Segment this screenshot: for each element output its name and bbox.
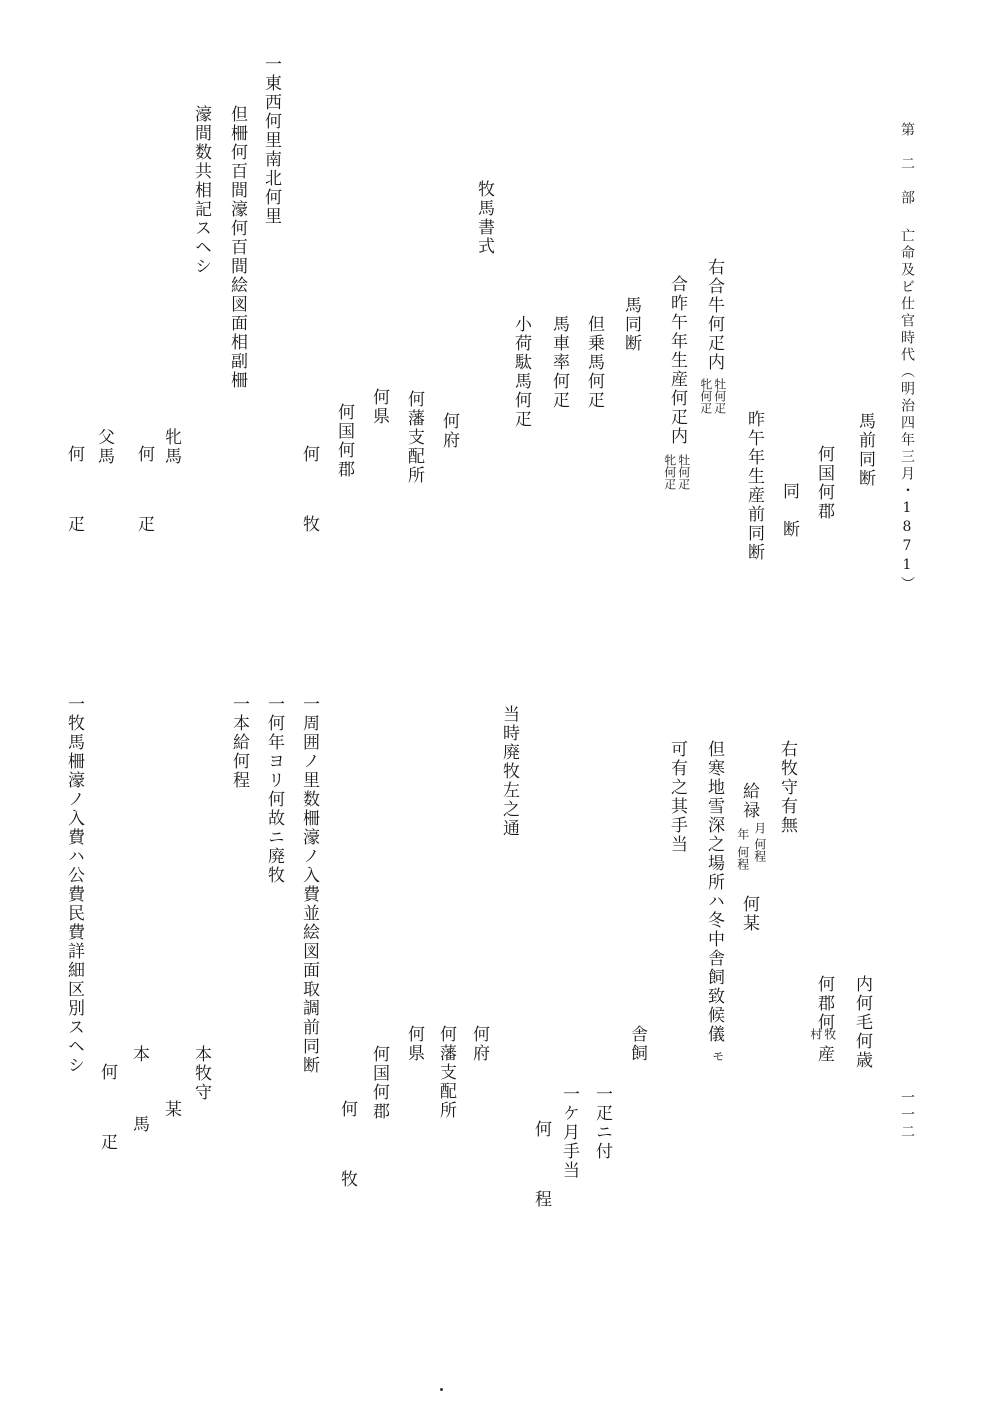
text-column: 一何年ヨリ何故ニ廃牧 — [264, 695, 284, 885]
text-column: 何郡何 — [814, 975, 834, 1032]
text-column: 内何毛何歳 — [852, 975, 872, 1070]
text-column: 一牧馬柵濠ノ入費ハ公費民費詳細区別スヘシ — [64, 695, 84, 1075]
text-column: 何県 — [369, 388, 389, 426]
text-column: 但寒地雪深之場所ハ冬中舎飼致候儀 — [704, 740, 724, 1044]
text-column: 何国何郡 — [814, 445, 834, 521]
annotation: 牡何疋 — [676, 454, 691, 490]
text-column: 本 馬 — [129, 1045, 149, 1150]
speck — [440, 1388, 443, 1391]
section-heading: 当時廃牧左之通 — [499, 705, 519, 838]
annotation: 何程 — [735, 846, 750, 870]
text-column: 同 断 — [779, 482, 799, 539]
text-column: 父馬 — [94, 428, 114, 466]
text-column: 牝馬 — [161, 428, 181, 466]
text-column: 何 疋 — [134, 445, 154, 550]
part-heading: 第 二 部 — [899, 122, 915, 207]
text-column: 馬前同断 — [855, 412, 875, 488]
text-column: 但柵何百間濠何百間絵図面相副柵 — [227, 105, 247, 390]
text-column: 何府 — [439, 412, 459, 450]
text-column: 何 疋 — [97, 1063, 117, 1168]
text-column: 某 — [161, 1100, 181, 1119]
annotation: 年 — [735, 828, 750, 840]
text-column: 右牧守有無 — [777, 740, 797, 835]
text-column: 給禄 — [739, 782, 759, 820]
text-column: 何府 — [469, 1025, 489, 1063]
text-column: 何某 — [739, 895, 759, 933]
text-column: 但乗馬何疋 — [584, 315, 604, 410]
annotation: 牝何疋 — [662, 454, 677, 490]
text-column: 一本給何程 — [229, 695, 249, 790]
text-column: 可有之其手当 — [667, 740, 687, 854]
text-column: 一周囲ノ里数柵濠ノ入費並絵図面取調前同断 — [299, 695, 319, 1075]
text-column: 本牧守 — [191, 1045, 211, 1102]
annotation: 村 — [808, 1028, 823, 1040]
page-number: 一一二 — [899, 1090, 915, 1141]
text-column: 何国何郡 — [369, 1045, 389, 1121]
text-column: 何 疋 — [64, 445, 84, 550]
text-column: 何 程 — [531, 1120, 551, 1225]
annotation: 牝何疋 — [698, 378, 713, 414]
text-column: 何国何郡 — [334, 403, 354, 479]
text-column: 何 牧 — [299, 445, 319, 550]
text-column: 右合牛何疋内 — [704, 258, 724, 372]
text-column: 舎飼 — [627, 1025, 647, 1063]
annotation: モ — [710, 1050, 725, 1062]
text-column: 一疋ニ付 — [592, 1085, 612, 1161]
text-column: 昨午年生産前同断 — [744, 410, 764, 562]
annotation: 月 — [752, 822, 767, 834]
annotation: 牡何疋 — [712, 378, 727, 414]
text-column: 何 牧 — [337, 1100, 357, 1205]
section-heading: 牧馬書式 — [474, 180, 494, 256]
text-column: 何藩支配所 — [404, 390, 424, 485]
text-column: 馬車率何疋 — [549, 315, 569, 410]
text-column: 産 — [814, 1045, 834, 1064]
annotation: 何程 — [752, 838, 767, 862]
text-column: 何県 — [404, 1025, 424, 1063]
chapter-heading: 亡命及ビ仕官時代（明治四年三月・1871） — [899, 228, 915, 593]
annotation: 牧 — [822, 1028, 837, 1040]
text-column: 一ケ月手当 — [559, 1085, 579, 1180]
text-column: 馬同断 — [621, 296, 641, 353]
text-column: 濠間数共相記スヘシ — [191, 105, 211, 276]
text-column: 何藩支配所 — [436, 1025, 456, 1120]
text-column: 一東西何里南北何里 — [261, 55, 281, 226]
text-column: 合昨午年生産何疋内 — [667, 275, 687, 446]
text-column: 小荷駄馬何疋 — [511, 315, 531, 429]
